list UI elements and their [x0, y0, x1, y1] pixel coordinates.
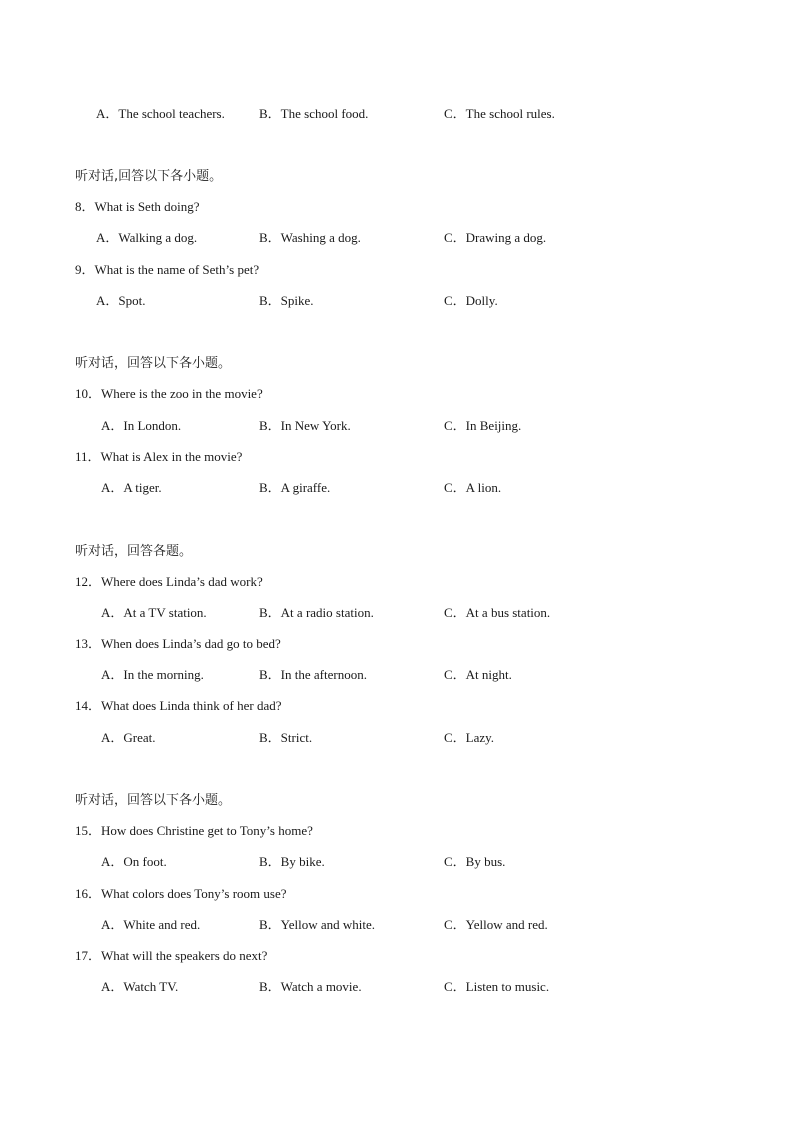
option-b: B．Yellow and white.	[259, 917, 376, 932]
question-text: 12．Where does Linda’s dad work?	[75, 574, 263, 589]
question-text: 17．What will the speakers do next?	[75, 948, 268, 963]
option-b: B．Watch a movie.	[259, 979, 362, 994]
options-row	[0, 103, 794, 121]
options-row	[0, 976, 794, 994]
option-a: A．A tiger.	[101, 480, 162, 495]
question-text: 8．What is Seth doing?	[75, 199, 200, 214]
question-row	[0, 571, 794, 589]
question-row	[0, 383, 794, 401]
question-text: 9．What is the name of Seth’s pet?	[75, 262, 260, 277]
option-a: A．Watch TV.	[101, 979, 179, 994]
question-row	[0, 196, 794, 214]
section-heading	[0, 789, 794, 807]
option-c: C．A lion.	[444, 480, 502, 495]
options-row	[0, 290, 794, 308]
section-heading	[0, 165, 794, 183]
question-text: 10．Where is the zoo in the movie?	[75, 386, 263, 401]
question-row	[0, 259, 794, 277]
option-b: B．By bike.	[259, 854, 325, 869]
question-row	[0, 883, 794, 901]
question-row	[0, 820, 794, 838]
section-heading	[0, 352, 794, 370]
question-row	[0, 695, 794, 713]
option-b: B．A giraffe.	[259, 480, 331, 495]
option-b: B．The school food.	[259, 106, 369, 121]
option-c: C．At night.	[444, 667, 512, 682]
options-row	[0, 415, 794, 433]
question-text: 13．When does Linda’s dad go to bed?	[75, 636, 281, 651]
option-c: C．In Beijing.	[444, 418, 522, 433]
option-c: C．The school rules.	[444, 106, 555, 121]
option-a: A．White and red.	[101, 917, 201, 932]
option-b: B．In the afternoon.	[259, 667, 367, 682]
question-row	[0, 945, 794, 963]
question-text: 16．What colors does Tony’s room use?	[75, 886, 287, 901]
option-c: C．Drawing a dog.	[444, 230, 547, 245]
section-heading	[0, 540, 794, 558]
option-a: A．The school teachers.	[96, 106, 225, 121]
option-a: A．In London.	[101, 418, 182, 433]
question-text: 11．What is Alex in the movie?	[75, 449, 243, 464]
option-c: C．Listen to music.	[444, 979, 550, 994]
question-text: 14．What does Linda think of her dad?	[75, 698, 282, 713]
option-a: A．Spot.	[96, 293, 146, 308]
option-b: B．In New York.	[259, 418, 351, 433]
section-title: 听对话，回答各题。	[75, 544, 193, 559]
options-row	[0, 851, 794, 869]
option-c: C．Dolly.	[444, 293, 498, 308]
option-b: B．Spike.	[259, 293, 314, 308]
option-c: C．Lazy.	[444, 730, 495, 745]
section-title: 听对话,回答以下各小题。	[75, 169, 223, 184]
options-row	[0, 664, 794, 682]
option-c: C．By bus.	[444, 854, 506, 869]
options-row	[0, 602, 794, 620]
options-row	[0, 727, 794, 745]
question-row	[0, 446, 794, 464]
option-a: A．On foot.	[101, 854, 167, 869]
option-b: B．At a radio station.	[259, 605, 374, 620]
options-row	[0, 227, 794, 245]
section-title: 听对话，回答以下各小题。	[75, 793, 232, 808]
option-b: B．Strict.	[259, 730, 313, 745]
section-title: 听对话，回答以下各小题。	[75, 356, 232, 371]
question-text: 15．How does Christine get to Tony’s home?	[75, 823, 313, 838]
options-row	[0, 477, 794, 495]
option-a: A．Great.	[101, 730, 156, 745]
options-row	[0, 914, 794, 932]
option-a: A．In the morning.	[101, 667, 204, 682]
option-a: A．Walking a dog.	[96, 230, 198, 245]
question-row	[0, 633, 794, 651]
option-a: A．At a TV station.	[101, 605, 207, 620]
option-c: C．Yellow and red.	[444, 917, 548, 932]
option-b: B．Washing a dog.	[259, 230, 361, 245]
option-c: C．At a bus station.	[444, 605, 551, 620]
